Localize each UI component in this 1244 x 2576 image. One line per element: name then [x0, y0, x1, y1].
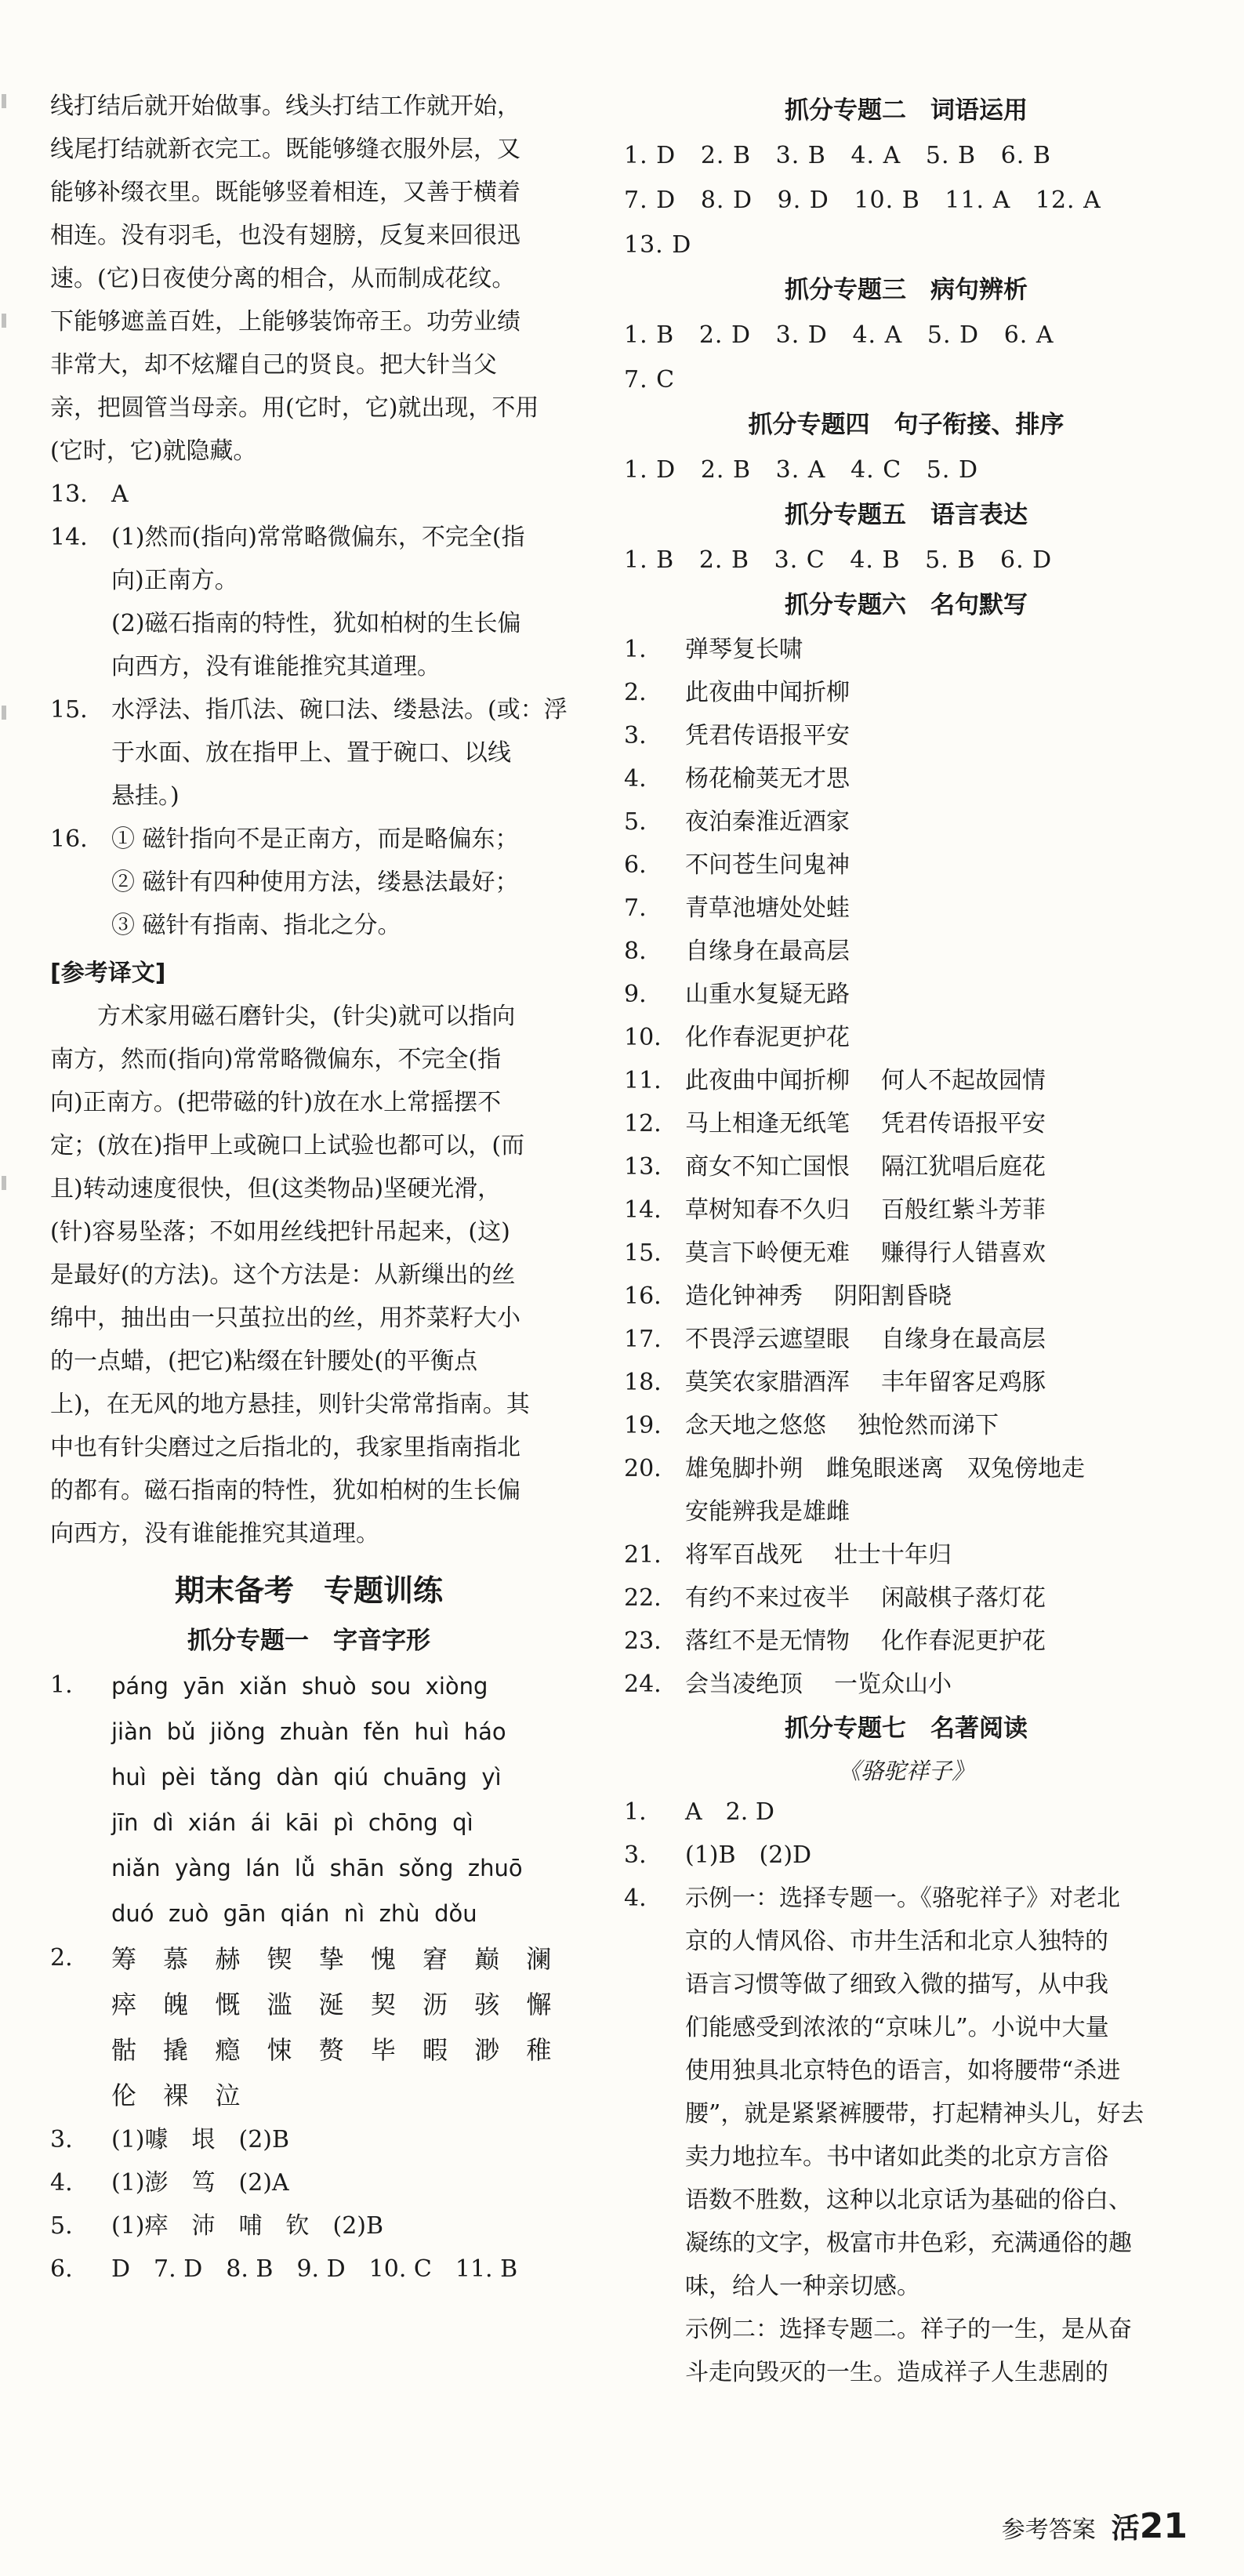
poem-first-line: 弹琴复长啸	[685, 636, 803, 663]
reference-translation	[50, 995, 568, 1555]
text-line: 速。(它)日夜使分离的相合，从而制成花纹。	[50, 265, 516, 292]
pinyin-answers	[111, 1664, 568, 1936]
character-answers	[111, 1936, 568, 2118]
question-number: 1.	[624, 1798, 647, 1826]
answer-item	[50, 516, 568, 688]
text-line: 线尾打结就新衣完工。既能够缝衣服外层，又	[50, 136, 520, 163]
pinyin-row: duó zuò gān qián nì zhù dǒu	[111, 1900, 477, 1927]
answer-row: 1. B 2. B 3. C 4. B 5. B 6. D	[624, 546, 1053, 574]
poem-second-line: 独怆然而涕下	[858, 1412, 999, 1439]
topic1-title: 抓分专题一 字音字形	[187, 1627, 430, 1655]
question-number: 13.	[624, 1153, 662, 1181]
pinyin-row: huì pèi tǎng dàn qiú chuāng yì	[111, 1764, 502, 1791]
answer-line: 语数不胜数，这种以北京话为基础的俗白、	[685, 2186, 1132, 2214]
poem-item	[624, 1059, 1188, 1102]
answer-line: (2)磁石指南的特性，犹如柏树的生长偏	[111, 610, 521, 637]
section-title: 期末备考 专题训练	[174, 1573, 443, 1608]
poem-item	[624, 671, 1188, 714]
pinyin-row: niǎn yàng lán lǚ shān sǒng zhuō	[111, 1855, 523, 1881]
poem-line	[685, 800, 1188, 844]
poem-line	[685, 1663, 1188, 1706]
translation-continued	[50, 85, 568, 473]
answer-line: ③ 磁针有指南、指北之分。	[111, 912, 401, 939]
text-line: 绵中，抽出由一只茧拉出的丝，用芥菜籽大小	[50, 1304, 520, 1332]
footer-brand: 活	[1111, 2513, 1140, 2545]
question-number: 3.	[624, 1841, 647, 1869]
poem-second-line: 赚得行人错喜欢	[881, 1239, 1046, 1267]
poem-first-line: 夜泊秦淮近酒家	[685, 808, 850, 836]
poem-line	[685, 973, 1188, 1016]
poem-item	[624, 1275, 1188, 1318]
poem-item	[624, 1232, 1188, 1275]
question-number: 2.	[50, 1944, 73, 1972]
poem-line	[685, 1620, 1188, 1663]
poem-item	[624, 1576, 1188, 1620]
character-row: 骷 撬 瘾 悚 赘 毕 暇 渺 稚	[111, 2035, 561, 2065]
poem-second-line: 百般红紫斗芳菲	[881, 1196, 1046, 1224]
poem-line	[685, 1059, 1188, 1102]
answer-line: 向西方，没有谁能推究其道理。	[111, 653, 441, 680]
page-number: 21	[1139, 2506, 1188, 2546]
pinyin-row: jīn dì xián ái kāi pì chōng qì	[111, 1809, 473, 1836]
text-line: 线打结后就开始做事。线头打结工作就开始，	[50, 93, 520, 120]
question-number: 22.	[624, 1584, 662, 1612]
poem-item	[624, 628, 1188, 671]
poem-first-line: 会当凌绝顶	[685, 1671, 803, 1698]
text-line: 定；(放在)指甲上或碗口上试验也都可以，(而	[50, 1132, 525, 1159]
book-title: 《骆驼祥子》	[837, 1758, 974, 1784]
question-number: 18.	[624, 1369, 662, 1396]
left-column	[50, 85, 568, 2291]
question-number: 1.	[50, 1671, 73, 1699]
answer-line: 斗走向毁灭的一生。造成祥子人生悲剧的	[685, 2359, 1108, 2386]
question-number: 3.	[50, 2126, 73, 2153]
answer-text: (1)瘁 沛 哺 钦 (2)B	[111, 2212, 384, 2240]
answer-item	[624, 1791, 1188, 1834]
poem-item	[624, 973, 1188, 1016]
topic1-remaining-answers	[50, 2118, 568, 2291]
answer-line: 悬挂。)	[111, 782, 180, 810]
poem-first-line: 山重水复疑无路	[685, 981, 850, 1008]
poem-item	[624, 1620, 1188, 1663]
poem-first-line: 不问苍生问鬼神	[685, 851, 850, 879]
poem-second-line: 丰年留客足鸡豚	[881, 1369, 1046, 1396]
character-row: 伦 裸 泣	[111, 2081, 250, 2110]
text-line: 的都有。磁石指南的特性，犹如柏树的生长偏	[50, 1477, 520, 1504]
answer-line: 示例二：选择专题二。祥子的一生，是从奋	[685, 2316, 1132, 2343]
answer-text: (1)澎 笃 (2)A	[111, 2169, 289, 2197]
poem-item	[624, 930, 1188, 973]
question-number: 16.	[624, 1283, 662, 1310]
topic5-answers	[624, 538, 1188, 582]
answer-item	[50, 2248, 568, 2291]
poem-first-line: 念天地之悠悠	[685, 1412, 826, 1439]
text-line: 方术家用磁石磨针尖，(针尖)就可以指向	[97, 1003, 516, 1030]
topic1-q2	[50, 1936, 568, 2118]
topic7-title: 抓分专题七 名著阅读	[785, 1714, 1028, 1743]
poem-line: 雄兔脚扑朔 雌兔眼迷离 双兔傍地走	[685, 1455, 1085, 1482]
answer-row: 7. D 8. D 9. D 10. B 11. A 12. A	[624, 187, 1101, 214]
answer-row: 7. C	[624, 366, 676, 394]
topic2-answers	[624, 133, 1188, 267]
answer-line: (1)然而(指向)常常略微偏东，不完全(指	[111, 524, 525, 551]
pinyin-row: páng yān xiǎn shuò sou xiòng	[111, 1673, 488, 1700]
topic5-title: 抓分专题五 语言表达	[785, 501, 1028, 529]
question-number: 5.	[624, 808, 647, 836]
topic3-answers	[624, 313, 1188, 402]
reference-translation-label: [参考译文]	[50, 960, 166, 987]
text-line: (它时，它)就隐藏。	[50, 437, 257, 465]
answer-line: 们能感受到浓浓的“京味儿”。小说中大量	[685, 2014, 1109, 2041]
question-number: 3.	[624, 722, 647, 749]
question-number: 15.	[50, 696, 88, 724]
poem-first-line: 凭君传语报平安	[685, 722, 850, 749]
right-column	[624, 88, 1188, 2394]
poem-answers-continued	[624, 1533, 1188, 1706]
question-number: 23.	[624, 1627, 662, 1655]
answer-item	[624, 1834, 1188, 1877]
topic2-title: 抓分专题二 词语运用	[785, 96, 1028, 125]
answer-line: 水浮法、指爪法、碗口法、缕悬法。(或：浮	[111, 696, 568, 724]
question-number: 14.	[50, 524, 88, 551]
poem-first-line: 化作春泥更护花	[685, 1024, 850, 1051]
answer-item	[50, 2204, 568, 2248]
text-line: 向)正南方。(把带磁的针)放在水上常摇摆不	[50, 1089, 502, 1116]
answer-line: 于水面、放在指甲上、置于碗口、以线	[111, 739, 511, 767]
poem-first-line: 将军百战死	[685, 1541, 803, 1569]
text-line: 上)，在无风的地方悬挂，则针尖常常指南。其	[50, 1391, 530, 1418]
question-number: 9.	[624, 981, 647, 1008]
question-number: 20.	[624, 1455, 662, 1482]
topic1-q1	[50, 1664, 568, 1936]
poem-first-line: 自缘身在最高层	[685, 938, 850, 965]
poem-line	[685, 714, 1188, 757]
answer-line: A	[111, 481, 129, 508]
poem-first-line: 有约不来过夜半	[685, 1584, 850, 1612]
poem-second-line: 何人不起故园情	[881, 1067, 1046, 1094]
binding-mark	[2, 314, 6, 328]
poem-line	[685, 757, 1188, 800]
poem-line	[685, 1102, 1188, 1145]
question-number: 2.	[624, 679, 647, 706]
question-number: 14.	[624, 1196, 662, 1224]
text-line: 向西方，没有谁能推究其道理。	[50, 1520, 379, 1547]
poem-line	[685, 1275, 1188, 1318]
poem-item	[624, 714, 1188, 757]
poem-line	[685, 887, 1188, 930]
poem-first-line: 不畏浮云遮望眼	[685, 1326, 850, 1353]
question-number: 4.	[624, 1885, 647, 1912]
topic4-title: 抓分专题四 句子衔接、排序	[748, 411, 1064, 439]
answer-item	[50, 2118, 568, 2161]
poem-line	[685, 1404, 1188, 1447]
answer-item	[50, 473, 568, 516]
poem-item-20	[624, 1447, 1188, 1533]
question-number: 12.	[624, 1110, 662, 1137]
poem-item	[624, 887, 1188, 930]
poem-second-line: 一览众山小	[834, 1671, 952, 1698]
answer-text: D 7. D 8. B 9. D 10. C 11. B	[111, 2255, 518, 2283]
poem-item	[624, 1102, 1188, 1145]
poem-item	[624, 1361, 1188, 1404]
question-number: 17.	[624, 1326, 662, 1353]
poem-line	[685, 1318, 1188, 1361]
poem-first-line: 莫笑农家腊酒浑	[685, 1369, 850, 1396]
text-line: 且)转动速度很快，但(这类物品)坚硬光滑，	[50, 1175, 502, 1203]
answer-line: 卖力地拉车。书中诸如此类的北京方言俗	[685, 2143, 1108, 2171]
text-line: 能够补缀衣里。既能够竖着相连，又善于横着	[50, 179, 520, 206]
question-number: 21.	[624, 1541, 662, 1569]
poem-item	[624, 1533, 1188, 1576]
answer-line: 京的人情风俗、市井生活和北京人独特的	[685, 1928, 1108, 1955]
poem-second-line: 闲敲棋子落灯花	[881, 1584, 1046, 1612]
poem-answers	[624, 628, 1188, 1447]
poem-line	[685, 1361, 1188, 1404]
question-number: 7.	[624, 894, 647, 922]
poem-second-line: 自缘身在最高层	[881, 1326, 1046, 1353]
text-line: 下能够遮盖百姓，上能够装饰帝王。功劳业绩	[50, 308, 520, 336]
poem-second-line: 隔江犹唱后庭花	[881, 1153, 1046, 1181]
topic7-answers	[624, 1791, 1188, 1877]
poem-line	[685, 628, 1188, 671]
answer-text: (1)噱 垠 (2)B	[111, 2126, 290, 2153]
text-line: 亲，把圆管当母亲。用(它时，它)就出现，不用	[50, 394, 539, 422]
question-number: 6.	[624, 851, 647, 879]
question-number: 6.	[50, 2255, 73, 2283]
text-line: 是最好(的方法)。这个方法是：从新缫出的丝	[50, 1261, 516, 1289]
question-number: 10.	[624, 1024, 662, 1051]
answer-text: (1)B (2)D	[685, 1841, 812, 1869]
text-line: 相连。没有羽毛，也没有翅膀，反复来回很迅	[50, 222, 520, 249]
poem-first-line: 此夜曲中闻折柳	[685, 1067, 850, 1094]
answer-line: 示例一：选择专题一。《骆驼祥子》对老北	[685, 1885, 1120, 1912]
topic6-title: 抓分专题六 名句默写	[785, 591, 1028, 619]
poem-first-line: 造化钟神秀	[685, 1283, 803, 1310]
question-number: 13.	[50, 481, 88, 508]
poem-line	[685, 844, 1188, 887]
poem-item	[624, 1188, 1188, 1232]
question-number: 11.	[624, 1067, 662, 1094]
poem-first-line: 草树知春不久归	[685, 1196, 850, 1224]
character-row: 筹 慕 赫 锲 挚 愧 窘 巅 澜	[111, 1944, 561, 1974]
question-number: 15.	[624, 1239, 662, 1267]
footer-brand-page	[1112, 2506, 1188, 2546]
poem-first-line: 莫言下岭便无难	[685, 1239, 850, 1267]
poem-item	[624, 844, 1188, 887]
question-number: 24.	[624, 1671, 662, 1698]
answer-items-13-16	[50, 473, 568, 947]
poem-first-line: 杨花榆荚无才思	[685, 765, 850, 793]
answer-item	[50, 688, 568, 818]
text-line: 南方，然而(指向)常常略微偏东，不完全(指	[50, 1046, 502, 1073]
answer-row: 13. D	[624, 231, 692, 259]
q4-answer-text	[685, 1877, 1188, 2394]
binding-mark	[2, 94, 6, 108]
poem-first-line: 落红不是无情物	[685, 1627, 850, 1655]
answer-item	[50, 2161, 568, 2204]
answer-row: 1. D 2. B 3. B 4. A 5. B 6. B	[624, 142, 1051, 169]
answer-line: ① 磁针指向不是正南方，而是略偏东；	[111, 825, 519, 853]
footer-label: 参考答案	[1001, 2516, 1096, 2544]
topic4-answers	[624, 448, 1188, 492]
character-row: 瘁 魄 慨 滥 涎 契 沥 骇 懈	[111, 1990, 561, 2019]
poem-item	[624, 1663, 1188, 1706]
poem-line	[685, 1533, 1188, 1576]
answer-line: 语言习惯等做了细致入微的描写，从中我	[685, 1971, 1108, 1998]
answer-line: 味，给人一种亲切感。	[685, 2273, 920, 2300]
question-number: 16.	[50, 825, 88, 853]
poem-line: 安能辨我是雄雌	[685, 1498, 850, 1526]
poem-first-line: 商女不知亡国恨	[685, 1153, 850, 1181]
poem-item	[624, 1145, 1188, 1188]
poem-item	[624, 757, 1188, 800]
poem-first-line: 此夜曲中闻折柳	[685, 679, 850, 706]
page-footer	[1002, 2506, 1188, 2546]
poem-second-line: 凭君传语报平安	[881, 1110, 1046, 1137]
poem-line	[685, 930, 1188, 973]
answer-text: A 2. D	[685, 1798, 774, 1826]
poem-item	[624, 800, 1188, 844]
answer-row: 1. B 2. D 3. D 4. A 5. D 6. A	[624, 321, 1054, 349]
answer-line: 凝练的文字，极富市井色彩，充满通俗的趣	[685, 2230, 1132, 2257]
poem-second-line: 阴阳割昏晓	[834, 1283, 952, 1310]
question-number: 5.	[50, 2212, 73, 2240]
poem-line	[685, 1576, 1188, 1620]
answer-line: 向)正南方。	[111, 567, 238, 594]
poem-item	[624, 1318, 1188, 1361]
text-line: 中也有针尖磨过之后指北的，我家里指南指北	[50, 1434, 520, 1461]
poem-line	[685, 1145, 1188, 1188]
question-number: 4.	[50, 2169, 73, 2197]
topic3-title: 抓分专题三 病句辨析	[785, 276, 1028, 304]
pinyin-row: jiàn bǔ jiǒng zhuàn fěn huì háo	[111, 1718, 506, 1745]
poem-line	[685, 1232, 1188, 1275]
poem-item	[624, 1016, 1188, 1059]
answer-row: 1. D 2. B 3. A 4. C 5. D	[624, 456, 978, 484]
answer-line: 腰”，就是紧紧裤腰带，打起精神头儿，好去	[685, 2100, 1144, 2128]
text-line: (针)容易坠落；不如用丝线把针吊起来，(这)	[50, 1218, 510, 1246]
poem-second-line: 化作春泥更护花	[881, 1627, 1046, 1655]
poem-line	[685, 1016, 1188, 1059]
poem-second-line: 壮士十年归	[834, 1541, 952, 1569]
question-number: 19.	[624, 1412, 662, 1439]
answer-item	[50, 818, 568, 947]
poem-item	[624, 1404, 1188, 1447]
text-line: 非常大，却不炫耀自己的贤良。把大针当父	[50, 351, 497, 379]
question-number: 1.	[624, 636, 647, 663]
answer-line: 使用独具北京特色的语言，如将腰带“杀进	[685, 2057, 1121, 2084]
topic7-q4	[624, 1877, 1188, 2394]
text-line: 的一点蜡，(把它)粘缀在针腰处(的平衡点	[50, 1348, 478, 1375]
poem-line	[685, 1188, 1188, 1232]
question-number: 8.	[624, 938, 647, 965]
binding-mark	[2, 1176, 6, 1190]
question-number: 4.	[624, 765, 647, 793]
poem-first-line: 青草池塘处处蛙	[685, 894, 850, 922]
poem-line	[685, 671, 1188, 714]
poem-first-line: 马上相逢无纸笔	[685, 1110, 850, 1137]
answer-line: ② 磁针有四种使用方法，缕悬法最好；	[111, 869, 519, 896]
binding-mark	[2, 706, 6, 720]
